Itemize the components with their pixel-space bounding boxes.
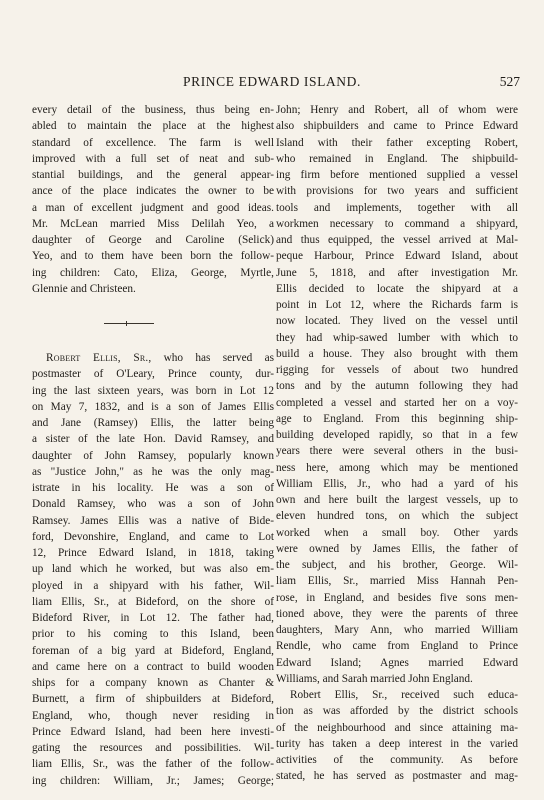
divider-tick [126,321,127,326]
text-line: abled to maintain the place at the highest [32,120,274,133]
text-line: gating the resources and possibilities. Wil- [32,742,274,754]
text-line: ployed in a shipyard with his father, Wil- [32,579,274,592]
text-line: every detail of the business, thus being en- [32,104,274,116]
text-line: Edward Island; Agnes married Edward [276,656,518,669]
text-line: ing firm before mentioned supplied a vessel [276,169,518,181]
text-line: stated, he has served as postmaster and mag- [276,770,518,783]
text-line: completed a vessel and started her on a voy- [276,396,518,409]
text-line: tools and implements, together with all [276,201,518,214]
text-line: Island with their father excepting Robert, [276,136,518,149]
text-line: William Ellis, Jr., who had a yard of his [276,477,518,490]
text-line: activities of the community. As before [276,754,518,766]
text-line: were owned by James Ellis, the father of [276,542,518,555]
lead-rest: , who has served as [148,352,274,364]
text-line: liam Ellis, Sr., at Bideford, on the shore of [32,595,274,608]
text-line: stantial buildings, and the general appear- [32,169,274,181]
text-line: foreman of a big yard at Bideford, England, [32,644,274,657]
text-line: age to England. From this beginning ship- [276,412,518,425]
text-line: a sister of the late Hon. David Ramsey, and [32,433,274,446]
text-line: tion as was afforded by the district schools [276,705,518,718]
left-column [32,102,274,789]
text-line: England, who, though never residing in [32,709,274,722]
lead-name: Robert Ellis, Sr. [46,352,149,364]
text-line: standard of excellence. The farm is well [32,136,274,149]
text-line: who remained in England. The shipbuild- [276,152,518,165]
text-line: daughter of John Ramsey, popularly known [32,449,274,462]
text-line: ing children: William, Jr.; James; George; [32,774,274,787]
text-line: liam Ellis, Sr., was the father of the follow- [32,758,274,771]
text-line: Burnett, a firm of shipbuilders at Bideford, [32,693,274,706]
text-line: ing children: Cato, Eliza, George, Myrtle, [32,266,274,279]
text-line: istrate in his locality. He was a son of [32,482,274,494]
text-line: ford, Devonshire, England, and came to Lot [32,530,274,543]
text-line: turity has taken a deep interest in the varied [276,737,518,750]
text-line: rose, in England, and besides five sons men- [276,591,518,604]
text-line: on May 7, 1832, and is a son of James Ellis [32,400,274,413]
text-line: Glennie and Christeen. [32,282,136,295]
text-line: and came here on a contract to build wooden [32,660,274,673]
text-line: and Jane (Ramsey) Ellis, the latter being [32,417,274,429]
text-line: building developed rapidly, so that in a few [276,429,518,441]
text-line: also shipbuilders and came to Prince Edward [276,120,518,133]
text-line: Donald Ramsey, who was a son of John [32,498,274,511]
running-header: PRINCE EDWARD ISLAND. [183,74,361,89]
right-column [276,102,518,785]
paragraph-mclean-end [32,102,274,297]
spacer [32,324,274,350]
spacer [32,297,274,323]
text-line: with provisions for two years and sufficient [276,185,518,198]
text-line: ness here, among which may be mentioned [276,461,518,474]
text-line: Prince Edward Island, had been here investi- [32,725,274,738]
text-line: Mr. McLean married Miss Delilah Yeo, a [32,217,274,230]
text-line: liam Ellis, Sr., married Miss Hannah Pen- [276,575,518,588]
text-line: 12, Prince Edward Island, in 1818, taking [32,547,274,559]
page-number: 527 [499,74,520,89]
text-line-lead [32,350,274,366]
text-line: Rendle, who came from England to Prince [276,640,518,653]
text-line: a man of excellent judgment and good ideas. [32,201,274,214]
text-line: peque Harbour, Prince Edward Island, about [276,250,518,263]
text-line: Williams, and Sarah married John England. [276,672,473,685]
text-line: they had whip-sawed lumber with which to [276,331,518,344]
paragraph-robert-education [276,687,518,785]
text-line: own and here built the largest vessels, up to [276,494,518,506]
text-line: Bideford River, in Lot 12. The father had, [32,612,274,624]
text-line: build a house. They also brought with them [276,347,518,360]
text-line: the subject, and his brother, George. Wil- [276,559,518,571]
text-line: Ellis decided to locate the shipyard at a [276,282,518,295]
text-line: ships for a company known as Chanter & [32,677,274,689]
text-line: worked when a small boy. Other yards [276,526,518,539]
text-line: prior to his coming to this Island, been [32,628,274,641]
text-line: up land which he worked, but was also em- [32,563,274,576]
text-line: rigging for vessels of about two hundred [276,364,518,376]
text-line: ing the last sixteen years, was born in Lot 12 [32,384,274,397]
text-line: tioned above, they were the parents of three [276,607,518,620]
text-line: June 5, 1818, and after investigation Mr. [276,266,518,279]
text-line: daughters, Mary Ann, who married William [276,624,518,636]
text-line: Ramsey. James Ellis was a native of Bide- [32,514,274,527]
text-line: Robert Ellis, Sr., received such educa- [290,689,518,701]
text-line: ance of the place indicates the owner to be [32,185,274,198]
text-line: daughter of George and Caroline (Selick) [32,234,274,246]
paragraph-ellis-continued [276,102,518,687]
paragraph-robert-ellis-bio [32,350,274,789]
text-line: eleven hundred tons, on which the subject [276,510,518,523]
text-line: and thus equipped, the vessel arrived at Mal- [276,234,518,246]
text-line: years there were several others in the busi- [276,445,518,458]
text-line: now located. They lived on the vessel until [276,315,518,328]
section-divider [104,323,154,324]
text-line: as "Justice John," as he was the only mag- [32,465,274,478]
text-line: John; Henry and Robert, all of whom were [276,104,518,116]
text-line: of the neighbourhood and since attaining ma- [276,721,518,734]
text-line: point in Lot 12, where the Richards farm is [276,299,518,311]
text-line: improved with a full set of neat and sub- [32,152,274,165]
text-line: Yeo, and to them have been born the follow- [32,250,274,263]
text-line: postmaster of O'Leary, Prince county, dur- [32,368,274,381]
text-line: workmen necessary to command a shipyard, [276,217,518,230]
text-line: tons and by the autumn following they had [276,380,518,393]
